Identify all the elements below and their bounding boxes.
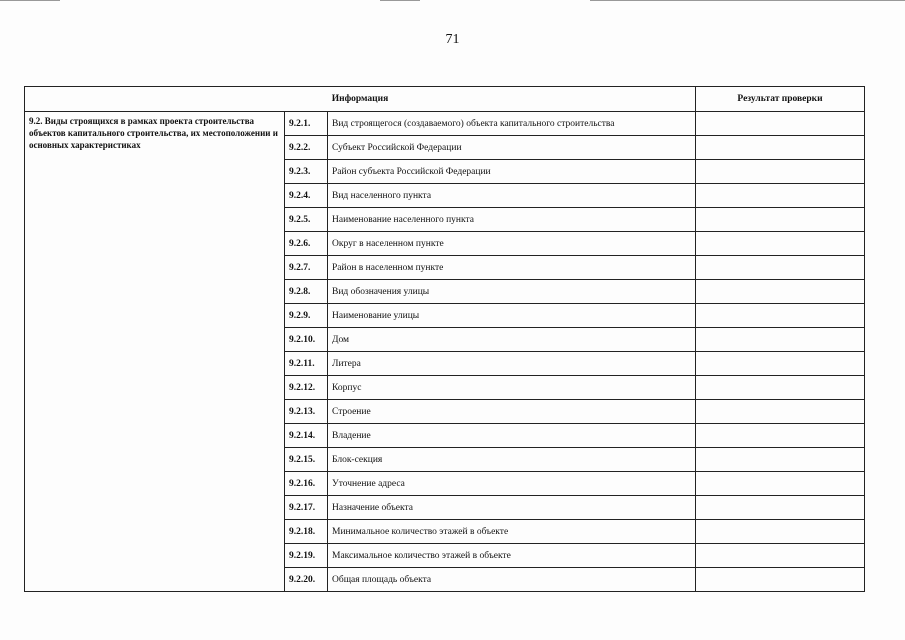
header-result: Результат проверки [696,87,865,112]
row-text: Субъект Российской Федерации [328,136,696,160]
row-result-cell [696,232,865,256]
row-text: Блок-секция [328,448,696,472]
row-result-cell [696,136,865,160]
row-result-cell [696,352,865,376]
row-code: 9.2.14. [285,424,328,448]
scan-edge-line-mid [380,0,420,1]
row-result-cell [696,400,865,424]
page-number: 71 [445,32,460,47]
row-code: 9.2.9. [285,304,328,328]
row-code: 9.2.10. [285,328,328,352]
row-code: 9.2.18. [285,520,328,544]
row-result-cell [696,376,865,400]
row-result-cell [696,424,865,448]
row-text: Уточнение адреса [328,472,696,496]
row-text: Вид населенного пункта [328,184,696,208]
row-code: 9.2.19. [285,544,328,568]
row-text: Наименование населенного пункта [328,208,696,232]
row-code: 9.2.4. [285,184,328,208]
scan-edge-line-left [0,0,60,1]
row-text: Строение [328,400,696,424]
row-text: Район субъекта Российской Федерации [328,160,696,184]
row-text: Вид обозначения улицы [328,280,696,304]
info-table [24,86,865,592]
row-code: 9.2.17. [285,496,328,520]
table-row [25,112,865,136]
section-label: 9.2. Виды строящихся в рамках проекта строительства объектов капитального строительства, их местоположении и основных характеристиках [25,112,285,592]
row-result-cell [696,208,865,232]
row-code: 9.2.5. [285,208,328,232]
row-result-cell [696,472,865,496]
row-code: 9.2.15. [285,448,328,472]
row-text: Корпус [328,376,696,400]
row-result-cell [696,112,865,136]
row-code: 9.2.12. [285,376,328,400]
row-code: 9.2.3. [285,160,328,184]
row-result-cell [696,496,865,520]
row-result-cell [696,280,865,304]
row-code: 9.2.6. [285,232,328,256]
row-result-cell [696,448,865,472]
row-code: 9.2.13. [285,400,328,424]
row-text: Литера [328,352,696,376]
row-text: Район в населенном пункте [328,256,696,280]
row-result-cell [696,304,865,328]
header-info: Информация [25,87,696,112]
row-code: 9.2.11. [285,352,328,376]
row-text: Назначение объекта [328,496,696,520]
row-result-cell [696,184,865,208]
row-code: 9.2.1. [285,112,328,136]
row-result-cell [696,520,865,544]
row-text: Округ в населенном пункте [328,232,696,256]
row-text: Дом [328,328,696,352]
row-text: Вид строящегося (создаваемого) объекта капитального строительства [328,112,696,136]
scan-edge-line-right [590,0,905,1]
row-text: Наименование улицы [328,304,696,328]
table-body [25,112,865,592]
row-code: 9.2.2. [285,136,328,160]
row-code: 9.2.7. [285,256,328,280]
row-result-cell [696,544,865,568]
row-text: Минимальное количество этажей в объекте [328,520,696,544]
row-text: Максимальное количество этажей в объекте [328,544,696,568]
row-result-cell [696,256,865,280]
row-result-cell [696,568,865,592]
row-text: Владение [328,424,696,448]
row-code: 9.2.8. [285,280,328,304]
row-text: Общая площадь объекта [328,568,696,592]
row-code: 9.2.20. [285,568,328,592]
row-code: 9.2.16. [285,472,328,496]
row-result-cell [696,328,865,352]
row-result-cell [696,160,865,184]
